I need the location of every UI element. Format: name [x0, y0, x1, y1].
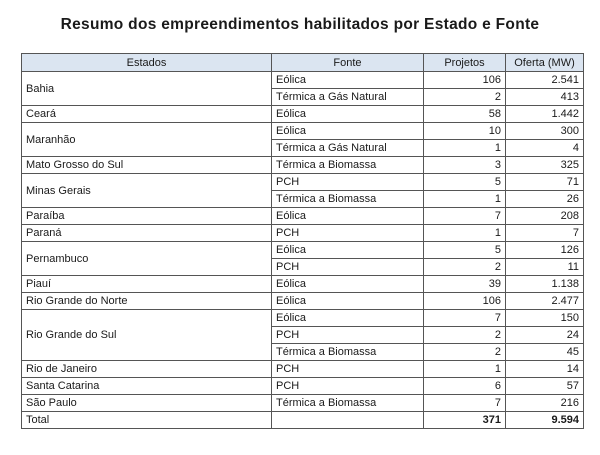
- cell-fonte: PCH: [272, 327, 424, 344]
- cell-fonte: Térmica a Biomassa: [272, 191, 424, 208]
- total-projetos: 371: [424, 412, 506, 429]
- cell-estado: Maranhão: [22, 123, 272, 157]
- cell-estado: Minas Gerais: [22, 174, 272, 208]
- total-oferta: 9.594: [506, 412, 584, 429]
- cell-oferta: 2.477: [506, 293, 584, 310]
- cell-oferta: 14: [506, 361, 584, 378]
- cell-estado: Piauí: [22, 276, 272, 293]
- table-header-row: [22, 54, 584, 72]
- cell-fonte: Eólica: [272, 293, 424, 310]
- cell-oferta: 1.138: [506, 276, 584, 293]
- table-row: [22, 106, 584, 123]
- cell-estado: Santa Catarina: [22, 378, 272, 395]
- total-fonte-empty: [272, 412, 424, 429]
- cell-fonte: Eólica: [272, 123, 424, 140]
- cell-estado: Pernambuco: [22, 242, 272, 276]
- header-fonte: Fonte: [272, 54, 424, 72]
- cell-fonte: Térmica a Gás Natural: [272, 140, 424, 157]
- cell-oferta: 71: [506, 174, 584, 191]
- table-row-total: [22, 412, 584, 429]
- cell-oferta: 216: [506, 395, 584, 412]
- cell-projetos: 2: [424, 327, 506, 344]
- cell-oferta: 325: [506, 157, 584, 174]
- header-oferta: Oferta (MW): [506, 54, 584, 72]
- cell-projetos: 2: [424, 259, 506, 276]
- cell-estado: Paraíba: [22, 208, 272, 225]
- cell-projetos: 39: [424, 276, 506, 293]
- cell-estado: Bahia: [22, 72, 272, 106]
- cell-projetos: 1: [424, 361, 506, 378]
- cell-estado: São Paulo: [22, 395, 272, 412]
- cell-oferta: 7: [506, 225, 584, 242]
- cell-oferta: 208: [506, 208, 584, 225]
- cell-fonte: Eólica: [272, 310, 424, 327]
- cell-oferta: 150: [506, 310, 584, 327]
- cell-projetos: 58: [424, 106, 506, 123]
- cell-projetos: 106: [424, 293, 506, 310]
- cell-oferta: 4: [506, 140, 584, 157]
- cell-projetos: 7: [424, 395, 506, 412]
- table-row: [22, 157, 584, 174]
- table-row: [22, 225, 584, 242]
- table-row: [22, 174, 584, 191]
- cell-projetos: 2: [424, 89, 506, 106]
- cell-projetos: 7: [424, 208, 506, 225]
- cell-oferta: 24: [506, 327, 584, 344]
- cell-oferta: 45: [506, 344, 584, 361]
- cell-projetos: 5: [424, 242, 506, 259]
- summary-table: [21, 53, 584, 429]
- table-row: [22, 276, 584, 293]
- cell-projetos: 106: [424, 72, 506, 89]
- cell-estado: Paraná: [22, 225, 272, 242]
- cell-fonte: Térmica a Biomassa: [272, 157, 424, 174]
- cell-projetos: 7: [424, 310, 506, 327]
- cell-fonte: Eólica: [272, 72, 424, 89]
- cell-oferta: 57: [506, 378, 584, 395]
- cell-oferta: 11: [506, 259, 584, 276]
- cell-projetos: 1: [424, 140, 506, 157]
- cell-oferta: 413: [506, 89, 584, 106]
- table-body: [22, 72, 584, 429]
- table-row: [22, 361, 584, 378]
- table-row: [22, 242, 584, 259]
- cell-oferta: 26: [506, 191, 584, 208]
- table-row: [22, 123, 584, 140]
- cell-fonte: Eólica: [272, 242, 424, 259]
- header-projetos: Projetos: [424, 54, 506, 72]
- cell-oferta: 1.442: [506, 106, 584, 123]
- cell-fonte: Térmica a Gás Natural: [272, 89, 424, 106]
- cell-fonte: Térmica a Biomassa: [272, 344, 424, 361]
- cell-estado: Mato Grosso do Sul: [22, 157, 272, 174]
- cell-estado: Rio de Janeiro: [22, 361, 272, 378]
- header-estados: Estados: [22, 54, 272, 72]
- cell-fonte: Eólica: [272, 208, 424, 225]
- cell-oferta: 126: [506, 242, 584, 259]
- cell-projetos: 3: [424, 157, 506, 174]
- cell-projetos: 6: [424, 378, 506, 395]
- cell-fonte: Eólica: [272, 106, 424, 123]
- page-title: Resumo dos empreendimentos habilitados por Estado e Fonte: [60, 16, 540, 33]
- table-row: [22, 208, 584, 225]
- cell-fonte: Térmica a Biomassa: [272, 395, 424, 412]
- cell-estado: Ceará: [22, 106, 272, 123]
- cell-estado: Rio Grande do Norte: [22, 293, 272, 310]
- cell-fonte: PCH: [272, 378, 424, 395]
- cell-estado: Rio Grande do Sul: [22, 310, 272, 361]
- cell-fonte: PCH: [272, 361, 424, 378]
- cell-oferta: 2.541: [506, 72, 584, 89]
- cell-oferta: 300: [506, 123, 584, 140]
- cell-fonte: PCH: [272, 259, 424, 276]
- table-row: [22, 293, 584, 310]
- cell-projetos: 5: [424, 174, 506, 191]
- total-label: Total: [22, 412, 272, 429]
- cell-projetos: 1: [424, 191, 506, 208]
- cell-projetos: 10: [424, 123, 506, 140]
- cell-fonte: Eólica: [272, 276, 424, 293]
- table-row: [22, 310, 584, 327]
- table-row: [22, 72, 584, 89]
- cell-fonte: PCH: [272, 174, 424, 191]
- cell-fonte: PCH: [272, 225, 424, 242]
- cell-projetos: 2: [424, 344, 506, 361]
- table-row: [22, 378, 584, 395]
- table-row: [22, 395, 584, 412]
- cell-projetos: 1: [424, 225, 506, 242]
